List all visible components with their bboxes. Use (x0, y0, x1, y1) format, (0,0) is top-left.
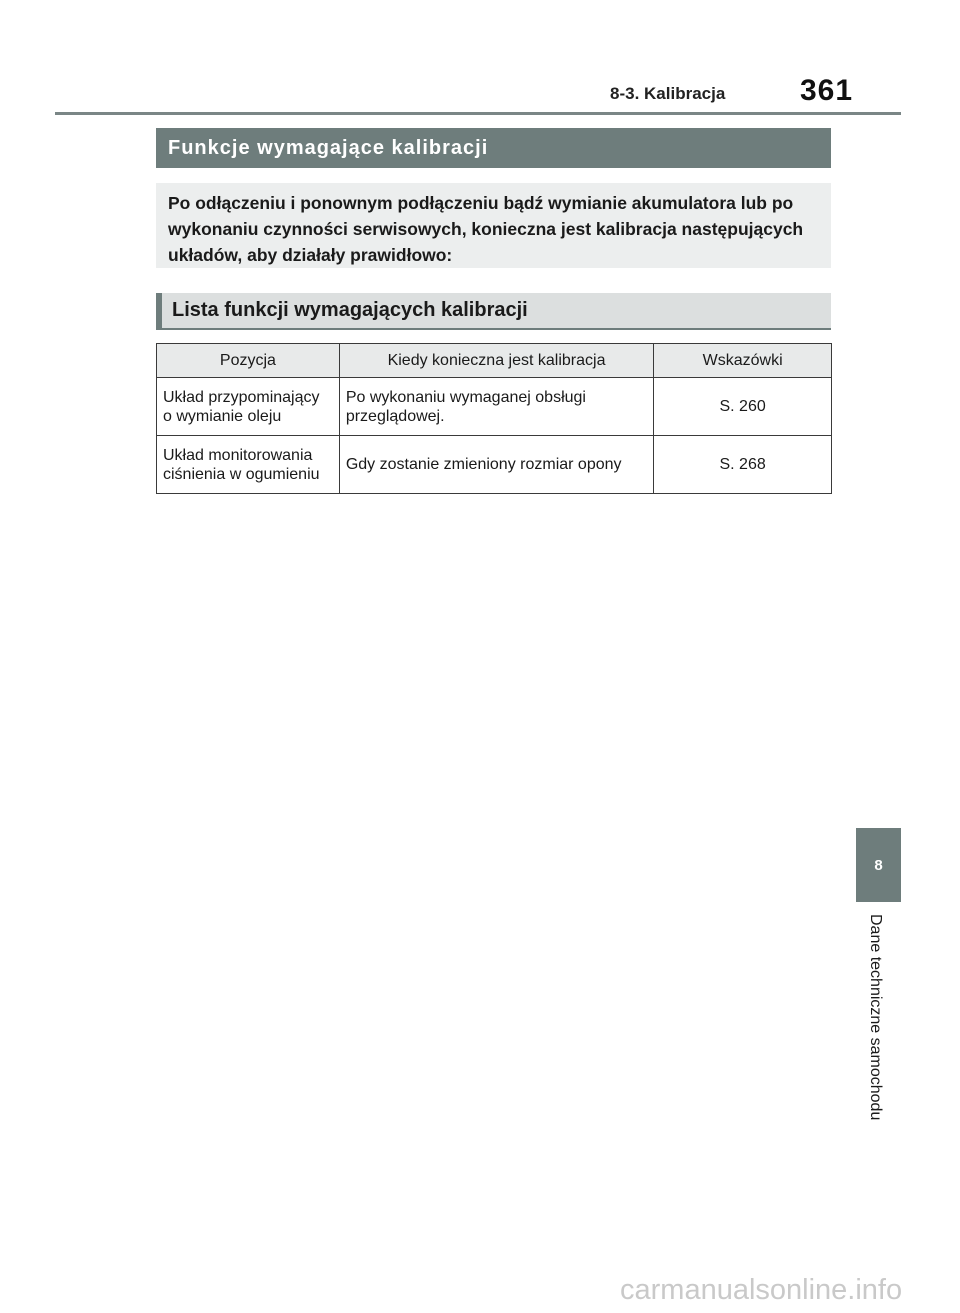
cell-when: Po wykonaniu wymaganej obsługi przeglądowej. (339, 378, 653, 436)
table-row (157, 436, 832, 494)
table-header-row (157, 344, 832, 378)
section-title: Funkcje wymagające kalibracji (156, 128, 831, 168)
calibration-table (156, 343, 832, 494)
cell-page-reference[interactable]: S. 268 (654, 436, 832, 494)
table-row (157, 378, 832, 436)
cell-position: Układ monitorowania ciśnienia w ogumieniu (157, 436, 340, 494)
column-header-position: Pozycja (157, 344, 340, 378)
column-header-when: Kiedy konieczna jest kalibracja (339, 344, 653, 378)
list-title: Lista funkcji wymagających kalibracji (156, 293, 831, 330)
intro-text: Po odłączeniu i ponownym podłączeniu bądź wymianie akumulatora lub po wykonaniu czynności serwisowych, konieczna jest kalibracja następujących układów, aby działały prawidłowo: (156, 183, 831, 268)
page-number: 361 (800, 74, 854, 107)
cell-position: Układ przypominający o wymianie oleju (157, 378, 340, 436)
chapter-title: Dane techniczne samochodu (867, 914, 884, 1121)
header-section-label: 8-3. Kalibracja (610, 84, 726, 103)
header-rule (55, 112, 901, 115)
column-header-hints: Wskazówki (654, 344, 832, 378)
watermark: carmanualsonline.info (620, 1274, 903, 1306)
cell-when: Gdy zostanie zmieniony rozmiar opony (339, 436, 653, 494)
chapter-tab[interactable]: 8 (856, 828, 901, 902)
cell-page-reference[interactable]: S. 260 (654, 378, 832, 436)
